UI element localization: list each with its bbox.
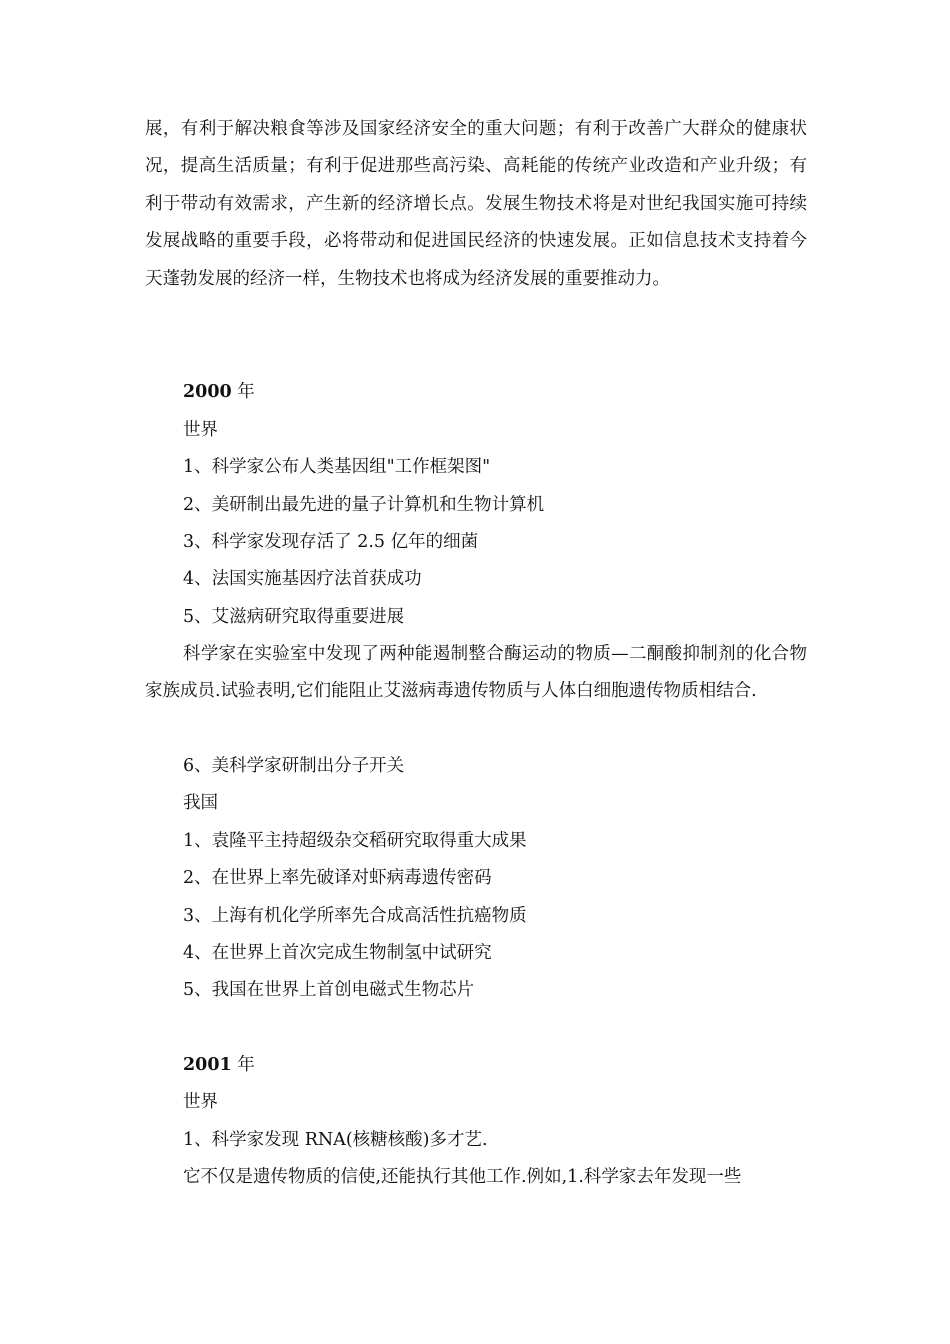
list-item: 5、艾滋病研究取得重要进展 (183, 607, 405, 627)
list-item: 3、科学家发现存活了 2.5 亿年的细菌 (183, 532, 479, 552)
list-item: 2、美研制出最先进的量子计算机和生物计算机 (183, 495, 545, 515)
china-heading-2000: 我国 (183, 793, 218, 813)
world-heading-2001: 世界 (183, 1092, 218, 1112)
list-item: 6、美科学家研制出分子开关 (183, 756, 405, 776)
year-suffix: 年 (231, 1055, 255, 1075)
list-item: 1、科学家发现 RNA(核糖核酸)多才艺. (183, 1130, 488, 1150)
list-item: 4、法国实施基因疗法首获成功 (183, 569, 422, 589)
list-item: 4、在世界上首次完成生物制氢中试研究 (183, 943, 492, 963)
year-number: 2000 (183, 382, 232, 402)
rna-detail: 它不仅是遗传物质的信使,还能执行其他工作.例如,1.科学家去年发现一些 (183, 1167, 742, 1187)
intro-paragraph: 展，有利于解决粮食等涉及国家经济安全的重大问题；有利于改善广大群众的健康状况，提高生活质量；有利于促进那些高污染、高耗能的传统产业改造和产业升级；有利于带动有效需求，产生新的经济增长点。发展生物技术将是对世纪我国实施可持续发展战略的重要手段，必将带动和促进国民经济的快速发展。正如信息技术支持着今天蓬勃发展的经济一样，生物技术也将成为经济发展的重要推动力。 (145, 119, 807, 289)
list-item: 3、上海有机化学所率先合成高活性抗癌物质 (183, 906, 527, 926)
list-item: 2、在世界上率先破译对虾病毒遗传密码 (183, 868, 492, 888)
aids-research-detail: 科学家在实验室中发现了两种能遏制整合酶运动的物质—二酮酸抑制剂的化合物家族成员.试验表明,它们能阻止艾滋病毒遗传物质与人体白细胞遗传物质相结合. (145, 644, 807, 702)
year-suffix: 年 (231, 382, 255, 402)
year-heading-2000 (183, 374, 255, 411)
list-item: 1、袁隆平主持超级杂交稻研究取得重大成果 (183, 831, 527, 851)
list-item: 1、科学家公布人类基因组"工作框架图" (183, 457, 491, 477)
world-heading-2000: 世界 (183, 420, 218, 440)
list-item: 5、我国在世界上首创电磁式生物芯片 (183, 980, 475, 1000)
year-number: 2001 (183, 1055, 232, 1075)
year-heading-2001 (183, 1047, 255, 1084)
